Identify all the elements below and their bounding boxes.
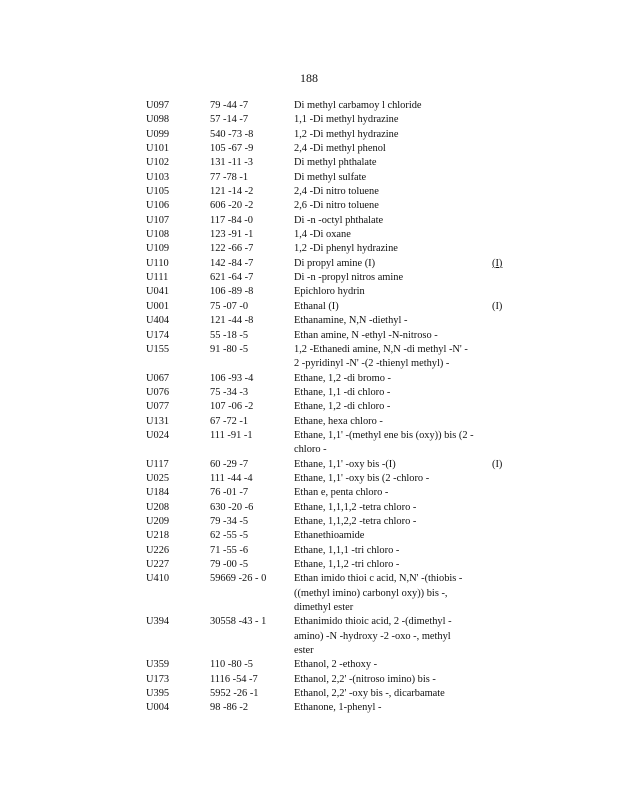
substance-name [294,529,490,543]
substance-name-line: Ethanimido thioic acid, 2 -(dimethyl - [294,616,452,628]
table-row [0,658,618,672]
table-row [0,285,618,299]
table-row [0,572,618,615]
substance-name-line: Ethane, 1,1' -(methyl ene bis (oxy)) bis (2 - [294,429,474,441]
substance-name [294,400,490,414]
substance-name [294,329,490,343]
table-row [0,687,618,701]
table-row [0,701,618,715]
substance-name-line: Di methyl sulfate [294,171,367,183]
substance-name [294,429,490,458]
substance-name-line: Di methyl phthalate [294,157,377,169]
table-row [0,156,618,170]
substance-name-line: Di methyl carbamoy l chloride [294,100,422,111]
substance-name [294,128,490,142]
waste-code: U025 [146,472,170,484]
substance-name-line: 2,6 -Di nitro toluene [294,200,379,212]
table-row [0,544,618,558]
substance-name [294,472,490,486]
cas-number: 79 -44 -7 [210,100,249,111]
hazard-code: (I) [492,300,503,312]
substance-name [294,701,490,715]
hazard-code: (I) [492,458,503,470]
substance-name [294,300,490,314]
table-row [0,271,618,285]
table-row [0,242,618,256]
table-row [0,615,618,658]
waste-code: U024 [146,429,170,441]
waste-code: U218 [146,530,170,542]
substance-name-line: Ethane, 1,1 -di chloro - [294,386,391,398]
waste-code: U111 [146,272,169,284]
cas-number: 111 -44 -4 [210,472,253,484]
waste-code: U110 [146,257,169,269]
substance-name-line: 1,1 -Di methyl hydrazine [294,114,399,126]
substance-name [294,343,490,372]
table-row [0,558,618,572]
substance-name [294,271,490,285]
waste-code: U359 [146,659,170,671]
cas-number: 76 -01 -7 [210,487,249,499]
substance-name [294,615,490,658]
table-row [0,99,618,113]
waste-code: U394 [146,616,170,628]
table-row [0,171,618,185]
waste-code: U174 [146,329,170,341]
waste-code: U077 [146,401,170,413]
page-number: 188 [300,71,318,85]
substance-name [294,242,490,256]
cas-number: 630 -20 -6 [210,501,254,513]
table-row [0,199,618,213]
substance-name-line: 2,4 -Di nitro toluene [294,186,379,198]
substance-name-line: 1,2 -Di methyl hydrazine [294,128,399,140]
substance-name-line: Di propyl amine (I) [294,257,376,269]
substance-name [294,572,490,615]
waste-code: U041 [146,286,170,298]
substance-name-line: amino) -N -hydroxy -2 -oxo -, methyl [294,630,451,642]
waste-code: U098 [146,114,170,126]
waste-code: U097 [146,100,170,111]
substance-name [294,257,490,271]
hazard-code: (I) [492,257,503,269]
cas-number: 117 -84 -0 [210,214,253,226]
cas-number: 121 -44 -8 [210,315,254,327]
substance-name [294,99,490,113]
substance-name-line: Ethane, hexa chloro - [294,415,383,427]
cas-number: 67 -72 -1 [210,415,249,427]
table-row [0,185,618,199]
substance-name-line: Ethane, 1,1,2 -tri chloro - [294,559,400,570]
waste-code: U209 [146,515,170,527]
cas-number: 5952 -26 -1 [210,688,259,700]
cas-number: 55 -18 -5 [210,329,249,341]
waste-code: U184 [146,487,170,499]
table-row [0,501,618,515]
substance-name-line: Ethane, 1,1,2,2 -tetra chloro - [294,515,417,527]
substance-name [294,486,490,500]
substance-name-line: dimethyl ester [294,602,354,614]
substance-name-line: Ethanol, 2 -ethoxy - [294,659,378,671]
substance-name [294,544,490,558]
substance-name-line: 1,2 -Ethanedi amine, N,N -di methyl -N' - [294,343,468,355]
substance-name-line: Ethane, 1,1' -oxy bis -(I) [294,458,396,470]
cas-number: 60 -29 -7 [210,458,249,470]
cas-number: 1116 -54 -7 [210,673,258,685]
waste-code: U109 [146,243,170,255]
substance-name-line: 2,4 -Di methyl phenol [294,143,386,155]
substance-name-line: 1,4 -Di oxane [294,229,351,241]
cas-number: 106 -89 -8 [210,286,254,298]
cas-number: 75 -07 -0 [210,300,249,312]
table-row [0,329,618,343]
waste-code: U067 [146,372,170,384]
substance-name-line: 1,2 -Di phenyl hydrazine [294,243,398,255]
substance-name-line: ((methyl imino) carbonyl oxy)) bis -, [294,587,448,599]
waste-code: U226 [146,544,170,556]
cas-number: 111 -91 -1 [210,429,253,441]
cas-number: 79 -00 -5 [210,559,249,570]
substance-name [294,687,490,701]
substance-name [294,658,490,672]
substance-name-line: Ethanone, 1-phenyl - [294,702,382,714]
waste-code-table [0,99,618,716]
cas-number: 62 -55 -5 [210,530,249,542]
table-row [0,486,618,500]
cas-number: 110 -80 -5 [210,659,253,671]
substance-name-line: Ethan e, penta chloro - [294,487,389,499]
waste-code: U101 [146,143,170,155]
cas-number: 75 -34 -3 [210,386,249,398]
waste-code: U227 [146,559,170,570]
table-row [0,386,618,400]
substance-name-line: Ethanamine, N,N -diethyl - [294,315,408,327]
cas-number: 30558 -43 - 1 [210,616,267,628]
waste-code: U102 [146,157,170,169]
cas-number: 606 -20 -2 [210,200,254,212]
cas-number: 79 -34 -5 [210,515,249,527]
table-row [0,142,618,156]
cas-number: 123 -91 -1 [210,229,254,241]
waste-code: U410 [146,573,170,585]
substance-name [294,558,490,572]
table-row [0,257,618,271]
cas-number: 105 -67 -9 [210,143,254,155]
cas-number: 121 -14 -2 [210,186,254,198]
cas-number: 122 -66 -7 [210,243,254,255]
cas-number: 98 -86 -2 [210,702,249,714]
substance-name-line: Ethane, 1,2 -di bromo - [294,372,391,384]
substance-name [294,185,490,199]
cas-number: 540 -73 -8 [210,128,254,140]
table-row [0,515,618,529]
substance-name-line: Ethane, 1,2 -di chloro - [294,401,391,413]
cas-number: 77 -78 -1 [210,171,249,183]
substance-name [294,673,490,687]
substance-name [294,285,490,299]
waste-code: U099 [146,128,170,140]
substance-name [294,372,490,386]
waste-code: U107 [146,214,170,226]
table-row [0,529,618,543]
cas-number: 107 -06 -2 [210,401,254,413]
substance-name-line: 2 -pyridinyl -N' -(2 -thienyl methyl) - [294,358,450,370]
substance-name-line: chloro - [294,444,327,456]
substance-name [294,458,490,472]
waste-code: U076 [146,386,170,398]
substance-name-line: Ethane, 1,1' -oxy bis (2 -chloro - [294,472,430,484]
table-row [0,429,618,458]
cas-number: 57 -14 -7 [210,114,249,126]
cas-number: 106 -93 -4 [210,372,254,384]
waste-code: U395 [146,688,170,700]
table-row [0,128,618,142]
waste-code: U117 [146,458,169,470]
table-row [0,673,618,687]
cas-number: 71 -55 -6 [210,544,249,556]
table-row [0,113,618,127]
substance-name-line: Di -n -octyl phthalate [294,214,384,226]
substance-name [294,228,490,242]
substance-name [294,171,490,185]
substance-name [294,515,490,529]
substance-name-line: Ethanol, 2,2' -oxy bis -, dicarbamate [294,688,445,700]
substance-name-line: Ethanol, 2,2' -(nitroso imino) bis - [294,673,436,685]
waste-code: U208 [146,501,170,513]
substance-name-line: Ethanethioamide [294,530,365,542]
cas-number: 59669 -26 - 0 [210,573,267,585]
table-row [0,415,618,429]
substance-name-line: Ethan imido thioi c acid, N,N' -(thiobis - [294,573,463,585]
substance-name-line: Ethan amine, N -ethyl -N-nitroso - [294,329,438,341]
cas-number: 131 -11 -3 [210,157,253,169]
table-row [0,300,618,314]
cas-number: 621 -64 -7 [210,272,254,284]
substance-name [294,415,490,429]
table-row [0,228,618,242]
substance-name-line: Ethane, 1,1,1,2 -tetra chloro - [294,501,417,513]
substance-name-line: Ethane, 1,1,1 -tri chloro - [294,544,400,556]
substance-name-line: Epichloro hydrin [294,286,365,298]
substance-name [294,156,490,170]
substance-name-line: Di -n -propyl nitros amine [294,272,404,284]
cas-number: 142 -84 -7 [210,257,254,269]
substance-name [294,386,490,400]
table-row [0,372,618,386]
table-row [0,343,618,372]
substance-name [294,142,490,156]
waste-code: U106 [146,200,170,212]
waste-code: U103 [146,171,170,183]
table-row [0,214,618,228]
waste-code: U001 [146,300,170,312]
substance-name [294,214,490,228]
substance-name [294,199,490,213]
table-row [0,472,618,486]
substance-name [294,501,490,515]
substance-name [294,113,490,127]
waste-code: U131 [146,415,170,427]
table-row [0,458,618,472]
substance-name-line: Ethanal (I) [294,300,339,312]
waste-code: U155 [146,343,170,355]
table-row [0,400,618,414]
cas-number: 91 -80 -5 [210,343,249,355]
waste-code: U004 [146,702,170,714]
table-row [0,314,618,328]
substance-name-line: ester [294,645,314,657]
waste-code: U173 [146,673,170,685]
waste-code: U404 [146,315,170,327]
waste-code: U108 [146,229,170,241]
substance-name [294,314,490,328]
waste-code: U105 [146,186,170,198]
